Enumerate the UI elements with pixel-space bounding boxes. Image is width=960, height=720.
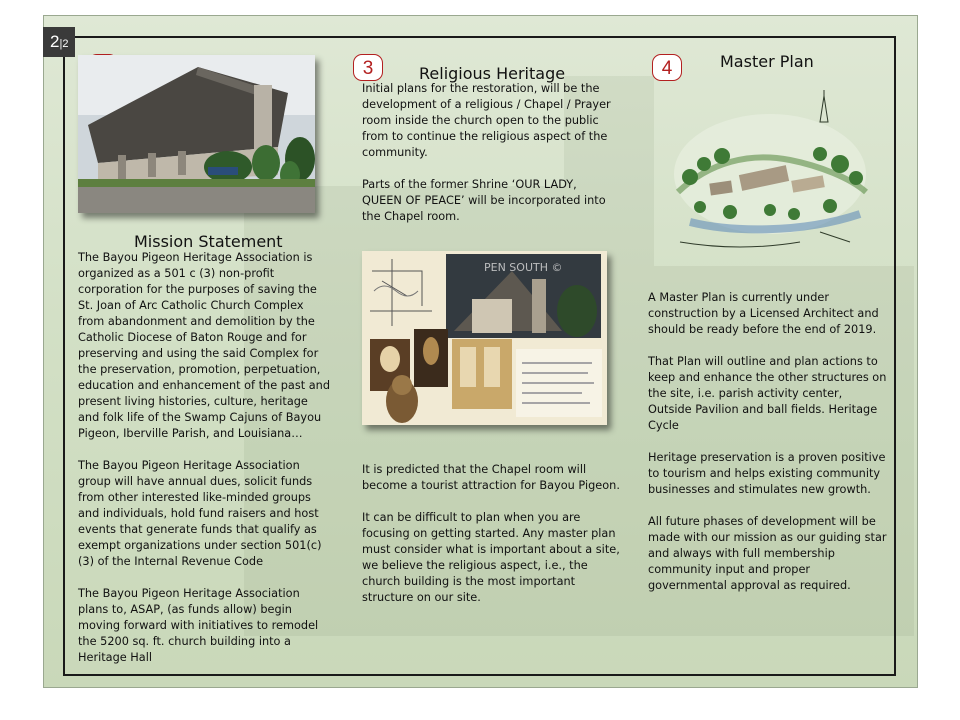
religious-heritage-text-bottom — [362, 462, 620, 606]
religious-paragraph: It can be difficult to plan when you are focusing on getting started. Any master plan must consider what is important about a site, we believe the religious aspect, i.e., the church building is the most important structure on our site. — [362, 511, 620, 604]
section-badge-4: 4 — [652, 54, 682, 81]
page-number-sub: 2 — [62, 38, 69, 50]
church-photo-illustration — [78, 55, 315, 213]
master-plan-sketch-illustration — [670, 82, 870, 260]
religious-heritage-heading: Religious Heritage — [419, 64, 566, 83]
master-plan-paragraph: Heritage preservation is a proven positive to tourism and helps existing community businesses and stimulates new growth. — [648, 451, 886, 496]
mission-statement-text — [78, 250, 330, 666]
mission-paragraph: The Bayou Pigeon Heritage Association plans to, ASAP, (as funds allow) begin moving forward with initiatives to remodel the 5200 sq. ft. church building into a Heritage Hall — [78, 587, 319, 664]
master-plan-sketch — [670, 82, 870, 260]
chapel-collage-illustration — [362, 251, 607, 425]
chapel-collage-photo — [362, 251, 607, 425]
master-plan-paragraph: All future phases of development will be made with our mission as our guiding star and always with full membership community input and proper governmental approval as required. — [648, 515, 887, 592]
section-badge-3: 3 — [353, 54, 383, 81]
religious-heritage-text-top — [362, 81, 620, 225]
master-plan-paragraph: A Master Plan is currently under construction by a Licensed Architect and should be ready before the end of 2019. — [648, 291, 879, 336]
master-plan-paragraph: That Plan will outline and plan actions to keep and enhance the other structures on the site, i.e. parish activity center, Outside Pavilion and ball fields. Heritage Cycle — [648, 355, 887, 432]
mission-paragraph: The Bayou Pigeon Heritage Association group will have annual dues, solicit funds from other interested like-minded groups and individuals, hold fund raisers and host events that generate funds that qualify as exempt organizations under section 501(c) (3) of the Internal Revenue Code — [78, 459, 322, 568]
collage-watermark: PEN SOUTH © — [484, 261, 563, 274]
church-exterior-photo — [78, 55, 315, 213]
page-number: 2 — [50, 32, 60, 51]
mission-paragraph: The Bayou Pigeon Heritage Association is organized as a 501 c (3) non-profit corporation for the purposes of saving the St. Joan of Arc Catholic Church Complex from abandonment and demolition by the Catholic Diocese of Baton Rouge and for preserving and using the said Complex for the preservation, promotion, perpetuation, education and enhancement of the past and present living histories, culture, heritage and folk life of the Swamp Cajuns of Bayou Pigeon, Iberville Parish, and Louisiana… — [78, 251, 331, 440]
mission-statement-heading: Mission Statement — [134, 232, 283, 251]
religious-paragraph: It is predicted that the Chapel room will become a tourist attraction for Bayou Pigeon. — [362, 463, 620, 492]
religious-paragraph: Initial plans for the restoration, will be the development of a religious / Chapel / Prayer room inside the church open to the public from to continue the religious aspect of the community. — [362, 82, 611, 159]
master-plan-text — [648, 290, 888, 594]
master-plan-heading: Master Plan — [720, 52, 814, 71]
page-number-tab: 2|2 — [43, 27, 75, 57]
religious-paragraph: Parts of the former Shrine ‘OUR LADY, QUEEN OF PEACE’ will be incorporated into the Chapel room. — [362, 178, 606, 223]
